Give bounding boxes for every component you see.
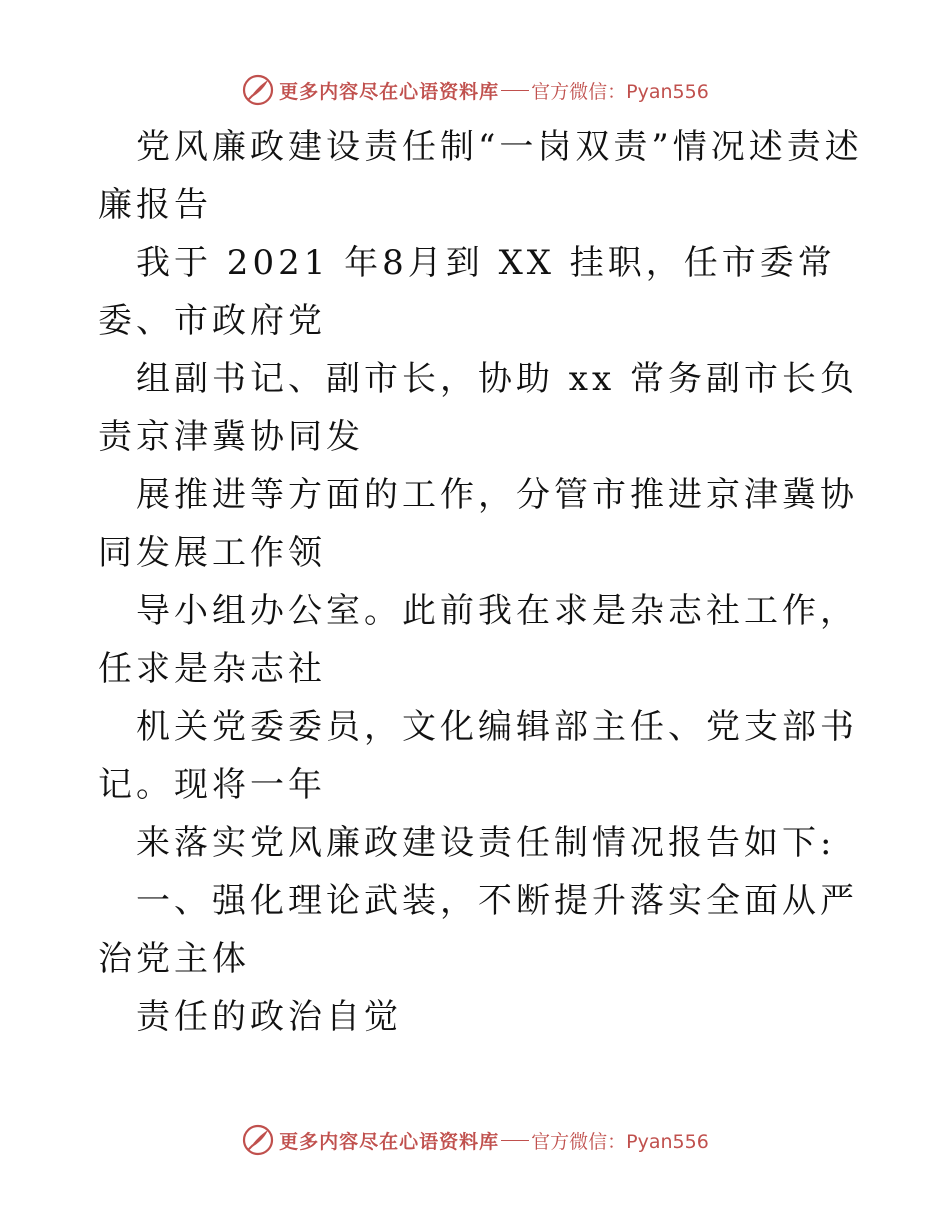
paragraph-line: 机关党委委员，文化编辑部主任、党支部书记。现将一年 [98,707,858,805]
footer-banner [0,1120,950,1160]
banner-separator [501,90,529,91]
quill-seal-icon [241,73,275,107]
paragraph-line: 导小组办公室。此前我在求是杂志社工作，任求是杂志社 [98,591,858,689]
banner-slogan: 更多内容尽在心语资料库 [279,80,500,103]
paragraph-line: 展推进等方面的工作，分管市推进京津冀协同发展工作领 [98,475,858,573]
document-title: 党风廉政建设责任制“一岗双责”情况述责述廉报告 [98,127,863,225]
section-heading: 一、强化理论武装，不断提升落实全面从严治党主体 [98,881,858,979]
paragraph-line: 组副书记、副市长，协助 xx 常务副市长负责京津冀协同发 [98,359,858,457]
banner-wechat-contact: 官方微信：Pyan556 [531,80,709,103]
banner-separator [501,1140,529,1141]
quill-seal-icon [241,1123,275,1157]
banner-wechat-contact: 官方微信：Pyan556 [531,1130,709,1153]
paragraph-line: 来落实党风廉政建设责任制情况报告如下: [136,823,836,863]
section-heading-continued: 责任的政治自觉 [136,997,402,1037]
banner-slogan: 更多内容尽在心语资料库 [279,1130,500,1153]
document-body [98,118,868,1046]
paragraph-line: 我于 2021 年8月到 XX 挂职，任市委常委、市政府党 [98,243,836,341]
header-banner [0,70,950,110]
